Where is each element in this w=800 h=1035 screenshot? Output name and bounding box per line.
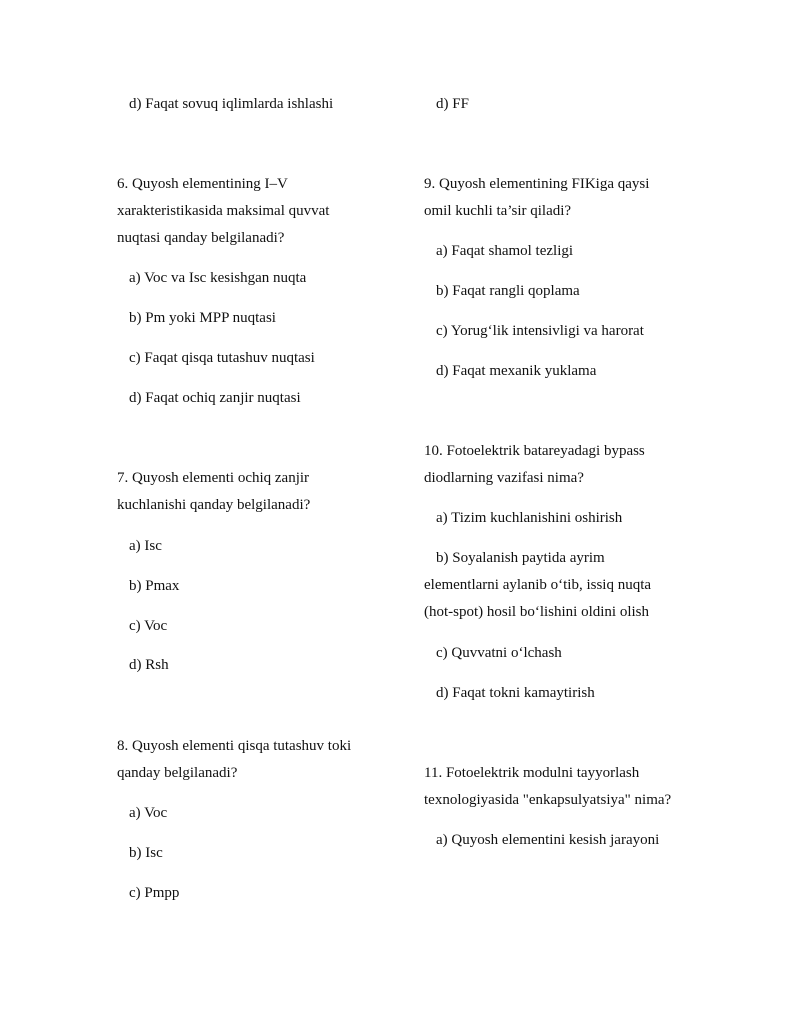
question-7-text-line-1: 7. Quyosh elementi ochiq zanjir — [117, 470, 310, 486]
question-7-option-b: b) Pmax — [129, 578, 180, 594]
question-7-option-c: c) Voc — [129, 618, 168, 634]
question-7-option-a: a) Isc — [129, 538, 162, 554]
question-10-text-line-2: diodlarning vazifasi nima? — [424, 470, 584, 486]
question-6-text-line-3: nuqtasi qanday belgilanadi? — [117, 230, 285, 246]
question-9-option-b: b) Faqat rangli qoplama — [436, 283, 580, 299]
question-11-text-line-1: 11. Fotoelektrik modulni tayyorlash — [424, 765, 640, 781]
question-9-option-d: d) Faqat mexanik yuklama — [436, 363, 597, 379]
question-6-option-c: c) Faqat qisqa tutashuv nuqtasi — [129, 350, 315, 366]
question-6-text-line-2: xarakteristikasida maksimal quvvat — [117, 203, 330, 219]
question-6-text-line-1: 6. Quyosh elementining I–V — [117, 176, 288, 192]
question-10-option-b-line-1: b) Soyalanish paytida ayrim — [436, 550, 605, 566]
question-5-option-d: d) Faqat sovuq iqlimlarda ishlashi — [129, 96, 334, 112]
question-10-text-line-1: 10. Fotoelektrik batareyadagi bypass — [424, 443, 645, 459]
question-10-option-d: d) Faqat tokni kamaytirish — [436, 685, 595, 701]
question-10-option-c: c) Quvvatni o‘lchash — [436, 645, 562, 661]
question-6-option-a: a) Voc va Isc kesishgan nuqta — [129, 270, 307, 286]
question-9-option-a: a) Faqat shamol tezligi — [436, 243, 574, 259]
question-8-option-d: d) FF — [436, 96, 469, 112]
question-8-option-a: a) Voc — [129, 805, 168, 821]
question-7-text-line-2: kuchlanishi qanday belgilanadi? — [117, 497, 311, 513]
question-11-option-a: a) Quyosh elementini kesish jarayoni — [436, 832, 660, 848]
question-8-text-line-1: 8. Quyosh elementi qisqa tutashuv toki — [117, 738, 352, 754]
question-11-text-line-2: texnologiyasida "enkapsulyatsiya" nima? — [424, 792, 672, 808]
question-9-text-line-2: omil kuchli ta’sir qiladi? — [424, 203, 572, 219]
question-8-text-line-2: qanday belgilanadi? — [117, 765, 238, 781]
question-10-option-a: a) Tizim kuchlanishini oshirish — [436, 510, 623, 526]
question-7-option-d: d) Rsh — [129, 657, 169, 673]
question-8-option-c: c) Pmpp — [129, 885, 180, 901]
question-10-option-b-line-2: elementlarni aylanib o‘tib, issiq nuqta — [424, 577, 652, 593]
question-6-option-d: d) Faqat ochiq zanjir nuqtasi — [129, 390, 301, 406]
question-9-text-line-1: 9. Quyosh elementining FIKiga qaysi — [424, 176, 650, 192]
question-6-option-b: b) Pm yoki MPP nuqtasi — [129, 310, 276, 326]
question-8-option-b: b) Isc — [129, 845, 163, 861]
question-9-option-c: c) Yorug‘lik intensivligi va harorat — [436, 323, 644, 339]
question-10-option-b-line-3: (hot-spot) hosil bo‘lishini oldini olish — [424, 604, 650, 620]
